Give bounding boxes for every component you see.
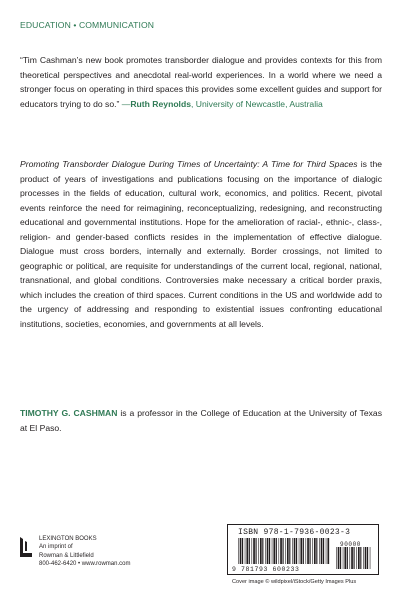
endorser-name: Ruth Reynolds	[130, 98, 191, 109]
book-title: Promoting Transborder Dialogue During Times of Uncertainty: A Time for Third Spaces	[20, 159, 358, 169]
publisher-contact: 800-462-6420 • www.rowman.com	[39, 560, 131, 567]
endorsement-blurb	[20, 53, 382, 111]
attribution-dash: —	[121, 98, 131, 109]
author-name: TIMOTHY G. CASHMAN	[20, 408, 118, 418]
book-description	[20, 157, 382, 331]
endorsement-quote: “Tim Cashman’s new book promotes transborder dialogue and provides contexts for this from theoretical perspectives and anecdotal real-world experiences. In a world where we need a stronger focus on operating in third spaces this provides some excellent guides and support for educators trying to do so.”	[20, 55, 382, 109]
publisher-logo-icon	[19, 536, 33, 558]
publisher-name: LEXINGTON BOOKS	[39, 536, 97, 542]
endorser-affiliation: , University of Newcastle, Australia	[190, 98, 323, 109]
description-text: is the product of years of investigations and publications focusing on the importance of dialogic processes in the fields of education, cultural work, economics, and politics. Recent, pivotal events reinforce the need for reimagining, reconceptualizing, redesigning, and reconstructing educational and governmental institutions. Hope for the amelioration of racial-, ethnic-, class-, religion- and gender-based conflicts resides in the implementation of effective dialogue. Dialogue must cross borders, internally and externally. Border crossings, not limited to geographic or political, are requisite for understandings of the current local, regional, national, transnational, and global conditions. Controversies make necessary a critical border praxis, which includes the creation of third spaces. Current conditions in the US and worldwide add to the urgency of addressing and responding to existential issues confronting educational institutions, societies, economies, and governments at all levels.	[20, 159, 382, 329]
ean-digits	[232, 566, 300, 572]
cover-image-credit: Cover image © wildpixel/iStock/Getty Images Plus	[232, 579, 357, 585]
ean-barcode-icon	[238, 538, 329, 564]
publisher-imprint: An imprint of	[39, 544, 73, 551]
barcode-box	[227, 524, 379, 575]
author-bio-text: is a professor in the College of Education at the University of Texas at El Paso.	[20, 408, 383, 433]
category-label: EDUCATION • COMMUNICATION	[20, 20, 155, 30]
barcode-graphic	[232, 538, 374, 572]
publisher-parent: Rowman & Littlefield	[39, 552, 94, 559]
svg-text:90000: 90000	[340, 541, 362, 548]
svg-text:9 781793 600233: 9 781793 600233	[232, 566, 300, 572]
author-bio	[20, 406, 382, 435]
price-barcode-icon	[336, 547, 370, 569]
endorsement-attribution	[122, 99, 323, 109]
price-digits	[340, 541, 361, 548]
publisher-info	[39, 535, 130, 568]
isbn-label: ISBN 978-1-7936-0023-3	[238, 528, 351, 537]
